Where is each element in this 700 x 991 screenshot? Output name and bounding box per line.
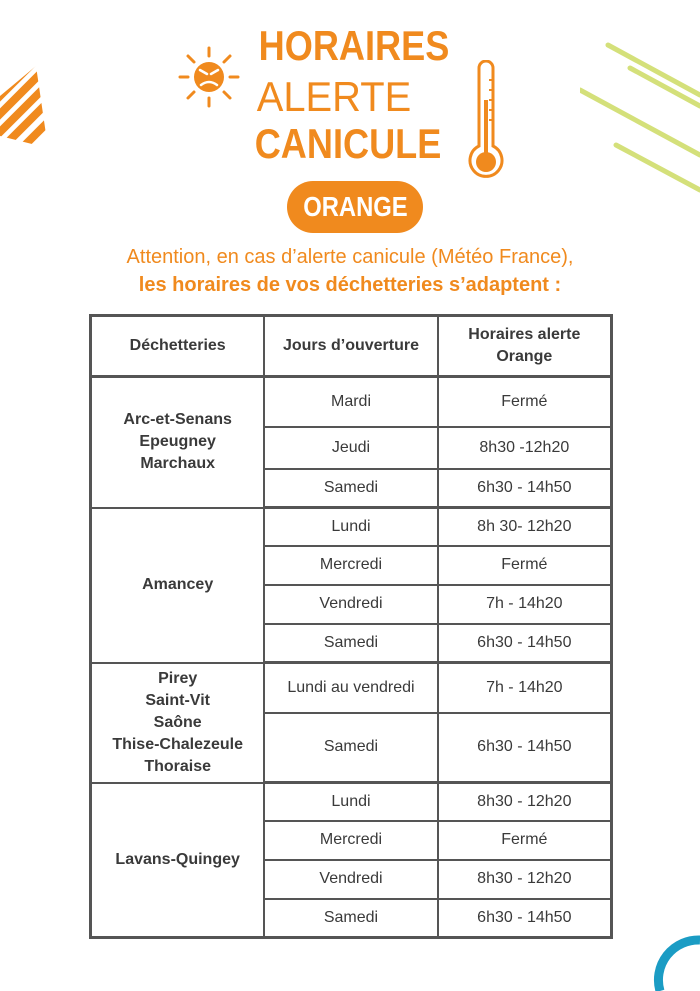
intro-line-1: Attention, en cas d’alerte canicule (Météo France),	[126, 246, 574, 268]
hours-cell: 8h30 -12h20	[438, 427, 612, 469]
day-cell: Samedi	[264, 713, 437, 783]
title-horaires: HORAIRES	[258, 22, 450, 69]
day-cell: Lundi au vendredi	[264, 663, 437, 713]
alert-level-badge	[287, 181, 423, 233]
day-cell: Lundi	[264, 783, 437, 821]
arc-decoration-bottom	[650, 930, 700, 991]
table-row	[91, 783, 612, 821]
hours-cell: Fermé	[438, 546, 612, 585]
header-horaires: Horaires alerte Orange	[438, 316, 612, 377]
header-jours: Jours d’ouverture	[264, 316, 437, 377]
site-name: Epeugney	[139, 433, 216, 451]
table-row	[91, 508, 612, 546]
day-cell: Samedi	[264, 469, 437, 508]
day-cell: Vendredi	[264, 585, 437, 624]
day-cell: Mardi	[264, 377, 437, 427]
day-cell: Vendredi	[264, 860, 437, 899]
site-name: Saône	[153, 713, 202, 731]
hours-cell: 8h 30- 12h20	[438, 508, 612, 546]
hours-cell: 6h30 - 14h50	[438, 713, 612, 783]
hours-cell: 7h - 14h20	[438, 585, 612, 624]
site-name: Saint-Vit	[145, 691, 210, 709]
site-cell	[91, 783, 265, 938]
hours-cell: 6h30 - 14h50	[438, 624, 612, 663]
site-name: Thoraise	[144, 757, 211, 775]
table-row	[91, 663, 612, 713]
schedule-table	[89, 314, 613, 939]
title-alerte: ALERTE	[256, 73, 412, 120]
day-cell: Mercredi	[264, 821, 437, 860]
hours-cell: 8h30 - 12h20	[438, 860, 612, 899]
hours-cell: 8h30 - 12h20	[438, 783, 612, 821]
hours-cell: 6h30 - 14h50	[438, 469, 612, 508]
site-name: Thise-Chalezeule	[112, 735, 244, 753]
site-cell	[91, 663, 265, 783]
hours-cell: Fermé	[438, 821, 612, 860]
day-cell: Jeudi	[264, 427, 437, 469]
intro-line-2: les horaires de vos déchetteries s’adaptent :	[138, 274, 562, 296]
header-dechetteries: Déchetteries	[91, 316, 265, 377]
hours-cell: 6h30 - 14h50	[438, 899, 612, 938]
site-name: Pirey	[158, 669, 198, 687]
site-name: Arc-et-Senans	[123, 411, 232, 429]
day-cell: Mercredi	[264, 546, 437, 585]
day-cell: Samedi	[264, 899, 437, 938]
badge-label: ORANGE	[302, 191, 408, 222]
site-name: Marchaux	[140, 455, 216, 473]
site-cell	[91, 377, 265, 508]
table-row	[91, 377, 612, 427]
title-canicule: CANICULE	[254, 120, 442, 167]
hours-cell: Fermé	[438, 377, 612, 427]
day-cell: Samedi	[264, 624, 437, 663]
hours-cell: 7h - 14h20	[438, 663, 612, 713]
site-name: Amancey	[142, 576, 214, 593]
day-cell: Lundi	[264, 508, 437, 546]
site-cell	[91, 508, 265, 663]
site-name: Lavans-Quingey	[115, 850, 240, 868]
table-header-row	[91, 316, 612, 377]
